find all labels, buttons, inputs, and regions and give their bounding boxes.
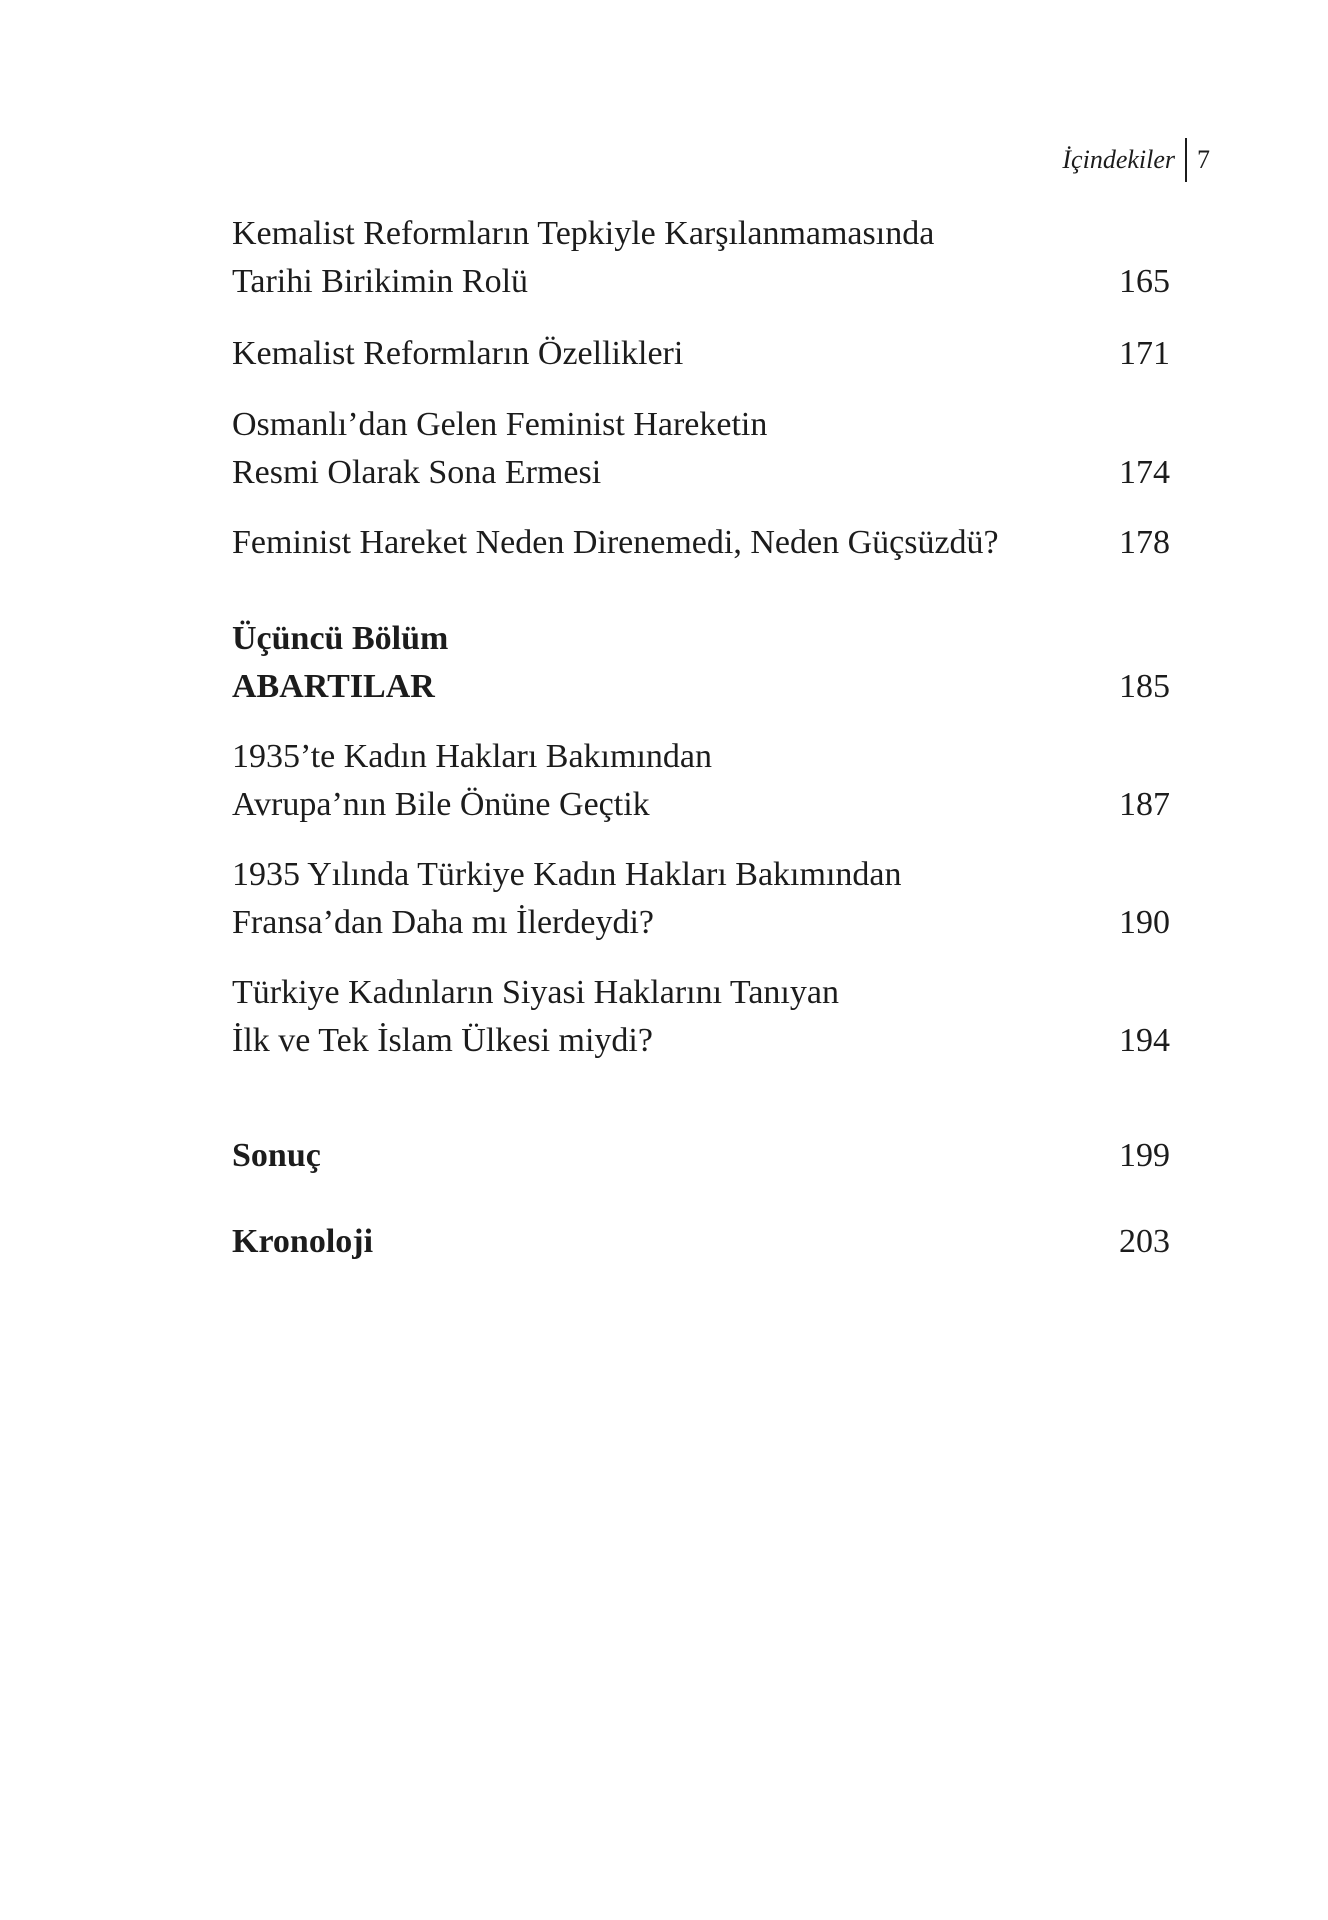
- toc-entry: [232, 969, 1170, 1065]
- toc-entry-line: Kronoloji: [232, 1223, 374, 1260]
- toc-entry-line: Türkiye Kadınların Siyasi Haklarını Tanıyan: [232, 974, 839, 1011]
- toc-entry-page: 185: [1119, 668, 1170, 705]
- toc-entry: [232, 401, 1170, 497]
- toc-entry-page: 194: [1119, 1022, 1170, 1059]
- toc-entry-page: 171: [1119, 335, 1170, 372]
- running-head-title: İçindekiler: [1062, 145, 1175, 174]
- toc-entry-page: 190: [1119, 904, 1170, 941]
- toc-entry-line: 1935’te Kadın Hakları Bakımından: [232, 738, 712, 775]
- toc-entry-line: Avrupa’nın Bile Önüne Geçtik: [232, 786, 650, 823]
- toc-entry-line: Resmi Olarak Sona Ermesi: [232, 454, 602, 491]
- section-title: ABARTILAR: [232, 668, 435, 705]
- toc-entry: [232, 1132, 1170, 1180]
- toc-entry-page: 165: [1119, 263, 1170, 300]
- toc-entry-page: 187: [1119, 786, 1170, 823]
- toc-entry: [232, 1218, 1170, 1266]
- toc-entry: [232, 330, 1170, 378]
- toc-entry-line: Feminist Hareket Neden Direnemedi, Neden Güçsüzdü?: [232, 524, 999, 561]
- section-label: Üçüncü Bölüm: [232, 620, 449, 657]
- toc-entry-page: 174: [1119, 454, 1170, 491]
- toc-entry-page: 203: [1119, 1223, 1170, 1260]
- toc-entry-line: Osmanlı’dan Gelen Feminist Hareketin: [232, 406, 768, 443]
- page-number: 7: [1197, 145, 1210, 174]
- running-head: [1062, 138, 1210, 182]
- toc-entry: [232, 733, 1170, 829]
- toc-entry: [232, 851, 1170, 947]
- toc-entry-page: 199: [1119, 1137, 1170, 1174]
- toc-entry-line: Kemalist Reformların Özellikleri: [232, 335, 684, 372]
- toc-entry-line: İlk ve Tek İslam Ülkesi miydi?: [232, 1022, 653, 1059]
- toc-entry: [232, 210, 1170, 306]
- toc-entry-line: 1935 Yılında Türkiye Kadın Hakları Bakımından: [232, 856, 902, 893]
- toc-entry-line: Tarihi Birikimin Rolü: [232, 263, 529, 300]
- toc-entry-page: 178: [1119, 524, 1170, 561]
- toc-entry-line: Kemalist Reformların Tepkiyle Karşılanmamasında: [232, 215, 935, 252]
- toc-entry-line: Fransa’dan Daha mı İlerdeydi?: [232, 904, 654, 941]
- toc-entry-line: Sonuç: [232, 1137, 321, 1174]
- toc-entry: [232, 519, 1170, 567]
- toc-section-heading: [232, 615, 1170, 711]
